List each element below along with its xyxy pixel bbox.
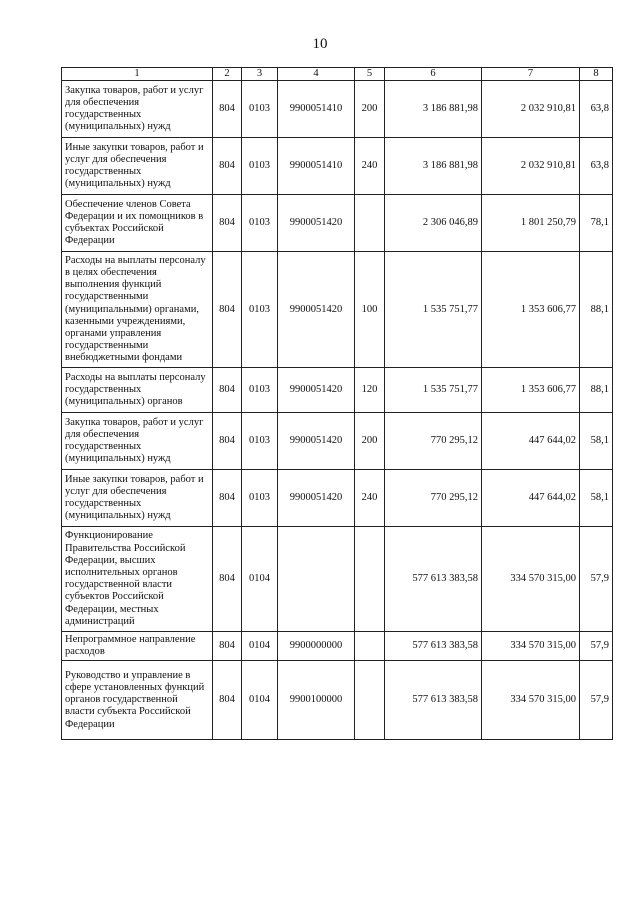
cell-plan: 1 535 751,77	[385, 252, 482, 368]
cell-percent: 78,1	[580, 195, 613, 252]
cell-target-article: 9900051420	[278, 413, 355, 470]
cell-ministry: 804	[213, 661, 242, 740]
cell-section: 0103	[242, 368, 278, 413]
cell-target-article: 9900051420	[278, 368, 355, 413]
table-row	[62, 368, 613, 413]
row-name: Иные закупки товаров, работ и услуг для обеспечения государственных (муниципальных) нужд	[62, 138, 213, 195]
cell-expense-type	[355, 632, 385, 661]
cell-expense-type: 120	[355, 368, 385, 413]
cell-expense-type	[355, 661, 385, 740]
cell-executed: 447 644,02	[482, 413, 580, 470]
table-row	[62, 138, 613, 195]
table-row	[62, 195, 613, 252]
cell-percent: 57,9	[580, 661, 613, 740]
cell-expense-type	[355, 195, 385, 252]
cell-percent: 63,8	[580, 81, 613, 138]
row-name: Непрограммное направление расходов	[62, 632, 213, 661]
cell-executed: 334 570 315,00	[482, 527, 580, 632]
table-row	[62, 252, 613, 368]
cell-target-article: 9900051420	[278, 252, 355, 368]
cell-section: 0103	[242, 252, 278, 368]
cell-ministry: 804	[213, 632, 242, 661]
cell-ministry: 804	[213, 81, 242, 138]
cell-executed: 1 801 250,79	[482, 195, 580, 252]
cell-percent: 88,1	[580, 368, 613, 413]
header-row	[62, 68, 613, 81]
cell-ministry: 804	[213, 470, 242, 527]
cell-ministry: 804	[213, 527, 242, 632]
table-row	[62, 661, 613, 740]
cell-percent: 63,8	[580, 138, 613, 195]
row-name: Закупка товаров, работ и услуг для обеспечения государственных (муниципальных) нужд	[62, 413, 213, 470]
cell-expense-type: 240	[355, 138, 385, 195]
cell-target-article	[278, 527, 355, 632]
column-header: 1	[62, 68, 213, 81]
cell-expense-type: 240	[355, 470, 385, 527]
cell-target-article: 9900051410	[278, 138, 355, 195]
table-row	[62, 413, 613, 470]
cell-target-article: 9900000000	[278, 632, 355, 661]
cell-plan: 770 295,12	[385, 413, 482, 470]
column-header: 5	[355, 68, 385, 81]
column-header: 7	[482, 68, 580, 81]
cell-plan: 577 613 383,58	[385, 527, 482, 632]
column-header: 4	[278, 68, 355, 81]
row-name: Функционирование Правительства Российской Федерации, высших исполнительных органов государственной власти субъектов Российской Федерации, местных администраций	[62, 527, 213, 632]
cell-ministry: 804	[213, 368, 242, 413]
table-row	[62, 81, 613, 138]
cell-executed: 1 353 606,77	[482, 252, 580, 368]
cell-target-article: 9900051410	[278, 81, 355, 138]
table-row	[62, 632, 613, 661]
cell-executed: 2 032 910,81	[482, 138, 580, 195]
cell-percent: 88,1	[580, 252, 613, 368]
row-name: Иные закупки товаров, работ и услуг для обеспечения государственных (муниципальных) нужд	[62, 470, 213, 527]
table-row	[62, 527, 613, 632]
cell-expense-type	[355, 527, 385, 632]
cell-plan: 577 613 383,58	[385, 632, 482, 661]
cell-expense-type: 200	[355, 81, 385, 138]
cell-percent: 57,9	[580, 527, 613, 632]
cell-executed: 447 644,02	[482, 470, 580, 527]
cell-target-article: 9900051420	[278, 195, 355, 252]
cell-percent: 57,9	[580, 632, 613, 661]
cell-section: 0104	[242, 527, 278, 632]
column-header: 3	[242, 68, 278, 81]
cell-percent: 58,1	[580, 470, 613, 527]
cell-executed: 2 032 910,81	[482, 81, 580, 138]
column-header: 6	[385, 68, 482, 81]
page-number: 10	[312, 36, 328, 52]
row-name: Закупка товаров, работ и услуг для обеспечения государственных (муниципальных) нужд	[62, 81, 213, 138]
cell-expense-type: 100	[355, 252, 385, 368]
cell-section: 0103	[242, 81, 278, 138]
cell-section: 0103	[242, 138, 278, 195]
budget-table	[61, 67, 613, 740]
cell-section: 0103	[242, 413, 278, 470]
cell-executed: 334 570 315,00	[482, 632, 580, 661]
column-header: 8	[580, 68, 613, 81]
cell-plan: 3 186 881,98	[385, 138, 482, 195]
cell-plan: 1 535 751,77	[385, 368, 482, 413]
cell-plan: 770 295,12	[385, 470, 482, 527]
cell-section: 0103	[242, 195, 278, 252]
cell-expense-type: 200	[355, 413, 385, 470]
cell-section: 0104	[242, 661, 278, 740]
cell-ministry: 804	[213, 252, 242, 368]
cell-plan: 2 306 046,89	[385, 195, 482, 252]
cell-plan: 577 613 383,58	[385, 661, 482, 740]
cell-section: 0104	[242, 632, 278, 661]
cell-ministry: 804	[213, 413, 242, 470]
cell-target-article: 9900051420	[278, 470, 355, 527]
row-name: Обеспечение членов Совета Федерации и их помощников в субъектах Российской Федерации	[62, 195, 213, 252]
cell-target-article: 9900100000	[278, 661, 355, 740]
cell-executed: 1 353 606,77	[482, 368, 580, 413]
cell-plan: 3 186 881,98	[385, 81, 482, 138]
cell-ministry: 804	[213, 138, 242, 195]
cell-section: 0103	[242, 470, 278, 527]
table-row	[62, 470, 613, 527]
row-name: Расходы на выплаты персоналу в целях обеспечения выполнения функций государственными (муниципальными) органами, казенными учреждениями, органами управления государственными внебюджетными фондами	[62, 252, 213, 368]
row-name: Руководство и управление в сфере установленных функций органов государственной власти субъекта Российской Федерации	[62, 661, 213, 740]
cell-percent: 58,1	[580, 413, 613, 470]
cell-ministry: 804	[213, 195, 242, 252]
row-name: Расходы на выплаты персоналу государственных (муниципальных) органов	[62, 368, 213, 413]
column-header: 2	[213, 68, 242, 81]
cell-executed: 334 570 315,00	[482, 661, 580, 740]
